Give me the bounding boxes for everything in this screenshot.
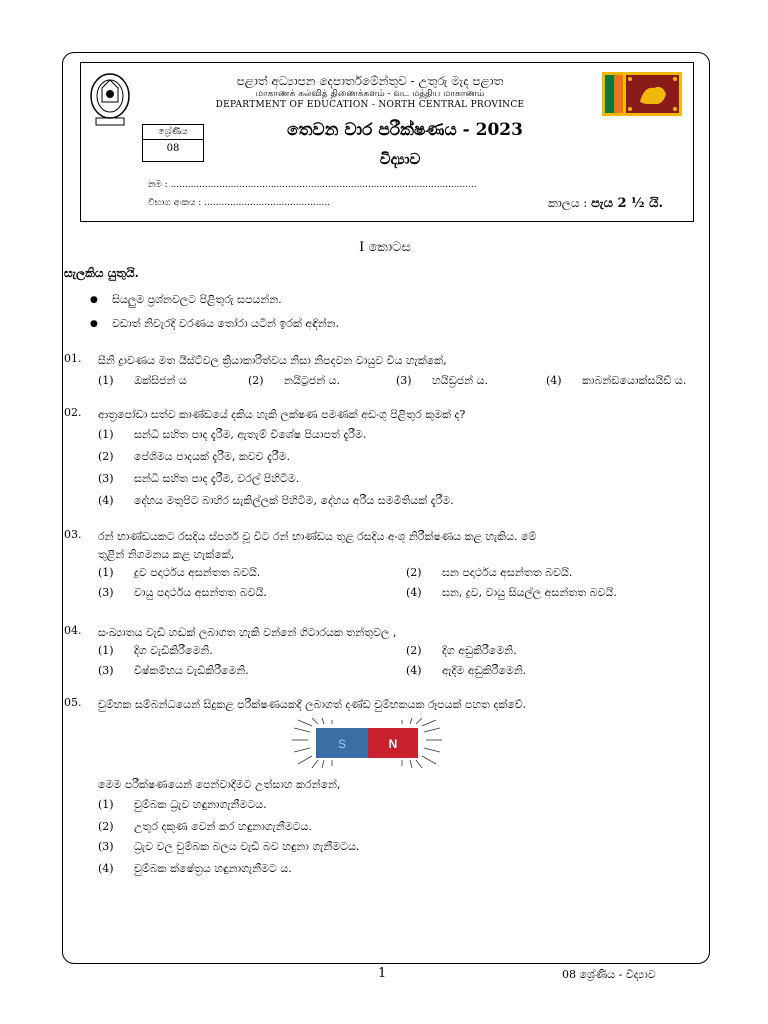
question-text: සංඛ්‍යාතය වැඩි හඬක් ලබාගත හැකි වන්නේ ගිටාරයක තන්තුවල , — [98, 626, 397, 639]
option-number: (2) — [406, 566, 422, 579]
option-text: ධ්‍රැව වල චුම්බක බලය වැඩි බව හඳුනා ගැනීමටය. — [134, 840, 360, 853]
option[interactable] — [406, 586, 617, 600]
option[interactable] — [98, 644, 213, 658]
option-number: (1) — [98, 644, 114, 657]
instruction-item: ● සියලුම ප්‍රශ්නවලට පිළිතුරු සපයන්න. — [90, 290, 339, 314]
time-allowed — [548, 196, 663, 211]
index-label: විභාග අංකය : — [148, 198, 202, 208]
option-number: (2) — [248, 374, 264, 387]
option[interactable] — [98, 428, 366, 442]
question-number: 04. — [64, 624, 82, 637]
question-text: චුම්භක සම්බන්ධයෙන් සිදුකළ පරීක්ෂණයකදී ලබාගත් දණ්ඩ චුම්භකයක රූපයක් පහත දක්වේ. — [98, 698, 527, 711]
time-label: කාලය : — [548, 196, 588, 210]
option[interactable] — [546, 374, 686, 388]
option[interactable] — [98, 450, 290, 464]
option[interactable] — [98, 840, 360, 854]
option-text: හයිඩ්‍රජන් ය. — [432, 374, 488, 387]
magnet-n-label: N — [388, 737, 398, 751]
option[interactable] — [98, 820, 312, 834]
option[interactable] — [406, 566, 572, 580]
option-text: ඝන, ද්‍රව, වායු සියල්ල අසන්තත බවයි. — [442, 586, 617, 599]
question-text: ආත්‍රපෝඩා සත්ව කාණ්ඩයේ දකිය හැකි ලක්ෂණ පමණක් අඩංගු පිළිතුර කුමක් ද? — [98, 408, 466, 421]
question-number: 02. — [64, 406, 82, 419]
bar-magnet-image — [292, 718, 442, 768]
exam-title: තෙවන වාර පරීක්ෂණය - 2023 — [287, 120, 523, 140]
option-text: ද්‍රව පදාර්ථය අසන්තත බවයි. — [134, 566, 261, 579]
option-number: (3) — [98, 586, 114, 599]
option[interactable] — [248, 374, 340, 388]
index-field — [148, 198, 448, 208]
option-number: (4) — [406, 586, 422, 599]
option-number: (4) — [98, 494, 114, 507]
option-number: (3) — [396, 374, 412, 387]
provincial-emblem-icon — [88, 70, 132, 128]
question-text-line1: රන් භාණ්ඩයකට රසදිය ස්පර්ශ වූ විට රන් භාණ්ඩය තුළ රසදිය අංශු නිරීක්ෂණය කළ හැකිය. මේ — [98, 530, 537, 543]
magnet-s-label: S — [337, 737, 347, 751]
option-number: (2) — [98, 820, 114, 833]
option-text: ඇදීම අඩුකිරීමෙනි. — [442, 664, 527, 677]
option-number: (3) — [98, 664, 114, 677]
footer-subject: 08 ශ්‍රේණිය - විද්‍යාව — [562, 968, 656, 981]
time-value: පැය 2 ½ යි. — [591, 196, 664, 211]
question-number: 03. — [64, 528, 82, 541]
option[interactable] — [406, 664, 526, 678]
option-text: ඝන පදාර්ථය අසන්තත බවයි. — [442, 566, 573, 579]
option-text: වායු පදාර්ථය අසන්තත බවයි. — [134, 586, 267, 599]
option[interactable] — [98, 494, 454, 508]
header-line-sinhala: පළාත් අධ්‍යාපන දෙපාර්තමේන්තුව - උතුරු මැද පළාත — [236, 74, 504, 88]
subject-title: විද්‍යාව — [379, 150, 421, 168]
option-text: උතුර දකුණ වෙන් කර හඳුනාගැනීමටය. — [134, 820, 312, 833]
sri-lanka-flag-icon — [602, 72, 682, 116]
option[interactable] — [98, 862, 292, 876]
option-text: චුම්බක ධ්‍රැව හඳුනාගැනීමටය. — [134, 798, 267, 811]
instructions-heading: සැලකිය යුතුයි. — [64, 266, 139, 280]
option[interactable] — [98, 798, 267, 812]
option-number: (1) — [98, 428, 114, 441]
option-text: ඔක්සිජන් ය — [134, 374, 187, 387]
grade-label: ශ්‍රේණිය — [143, 125, 203, 140]
grade-value: 08 — [166, 143, 180, 154]
header-line-tamil: மாகாணக் கல்வித் திணைக்களம் - வட மத்திய மாகாணம் — [255, 89, 485, 99]
option-text: සන්ධි සහිත පාද දැරීම, ඇතැම් විශේෂ පියාපත් දැරීම. — [134, 428, 367, 441]
page-number: 1 — [378, 966, 387, 981]
option-number: (4) — [546, 374, 562, 387]
option-text: සන්ධි සහිත පාද දැරීම, වරල් පිහිටීම. — [134, 472, 300, 485]
name-label: නම : — [148, 180, 168, 190]
option[interactable] — [396, 374, 488, 388]
instructions-list — [90, 290, 339, 338]
option[interactable] — [98, 664, 249, 678]
option[interactable] — [98, 374, 187, 388]
grade-box — [142, 124, 204, 162]
option-text: නයිට්‍රජන් ය. — [284, 374, 341, 387]
option[interactable] — [406, 644, 517, 658]
question-text: සීනි ද්‍රාවණය මත යීස්ට්වල ක්‍රියාකාරිත්වය නිසා නිපදවන වායුව විය හැක්කේ, — [98, 354, 447, 367]
option[interactable] — [98, 586, 267, 600]
option-number: (1) — [98, 566, 114, 579]
option-number: (4) — [98, 862, 114, 875]
option-number: (4) — [406, 664, 422, 677]
option-text: චුම්බක ක්ෂේත්‍රය හඳුනාගැනීමට ය. — [134, 862, 292, 875]
part-title: I කොටස — [359, 240, 411, 255]
instruction-item: ● වඩාත් නිවැරදි වරණය තෝරා යටින් ඉරක් අඳින්න. — [90, 314, 339, 338]
option-number: (2) — [406, 644, 422, 657]
option-text: කාබන්ඩයොක්සයිඩ් ය. — [582, 374, 687, 387]
option-text: පේශිමය පාදයක් දැරීම, කවච දැරීම. — [134, 450, 291, 463]
option-text: දිග අඩුකිරීමෙනි. — [442, 644, 517, 657]
question-number: 05. — [64, 696, 82, 709]
option[interactable] — [98, 566, 260, 580]
option-text: දේහය මතුපිට බාහිර සැකිල්ලක් පිහිටීම, දේහය අරීය සමමිතියක් දැරීම. — [134, 494, 454, 507]
option-number: (3) — [98, 472, 114, 485]
option-text: විෂ්කම්භය වැඩිකිරීමෙනි. — [134, 664, 249, 677]
option[interactable] — [98, 472, 299, 486]
question-number: 01. — [64, 352, 82, 365]
option-number: (2) — [98, 450, 114, 463]
name-field — [148, 180, 548, 190]
question-text-line2: තුළින් නිගමනය කළ හැක්කේ, — [98, 548, 235, 561]
header-line-english: DEPARTMENT OF EDUCATION - NORTH CENTRAL PROVINCE — [215, 100, 525, 110]
option-text: දිග වැඩිකිරීමෙනි. — [134, 644, 213, 657]
index-dots: ............................................ — [204, 198, 331, 208]
option-number: (1) — [98, 798, 114, 811]
question-stem: මෙම පරීක්ෂණයෙන් පෙන්වාදීමට උත්සාහ කරන්නේ, — [98, 778, 341, 791]
option-number: (1) — [98, 374, 114, 387]
name-dots: ........................................................................................................... — [170, 180, 477, 190]
option-number: (3) — [98, 840, 114, 853]
